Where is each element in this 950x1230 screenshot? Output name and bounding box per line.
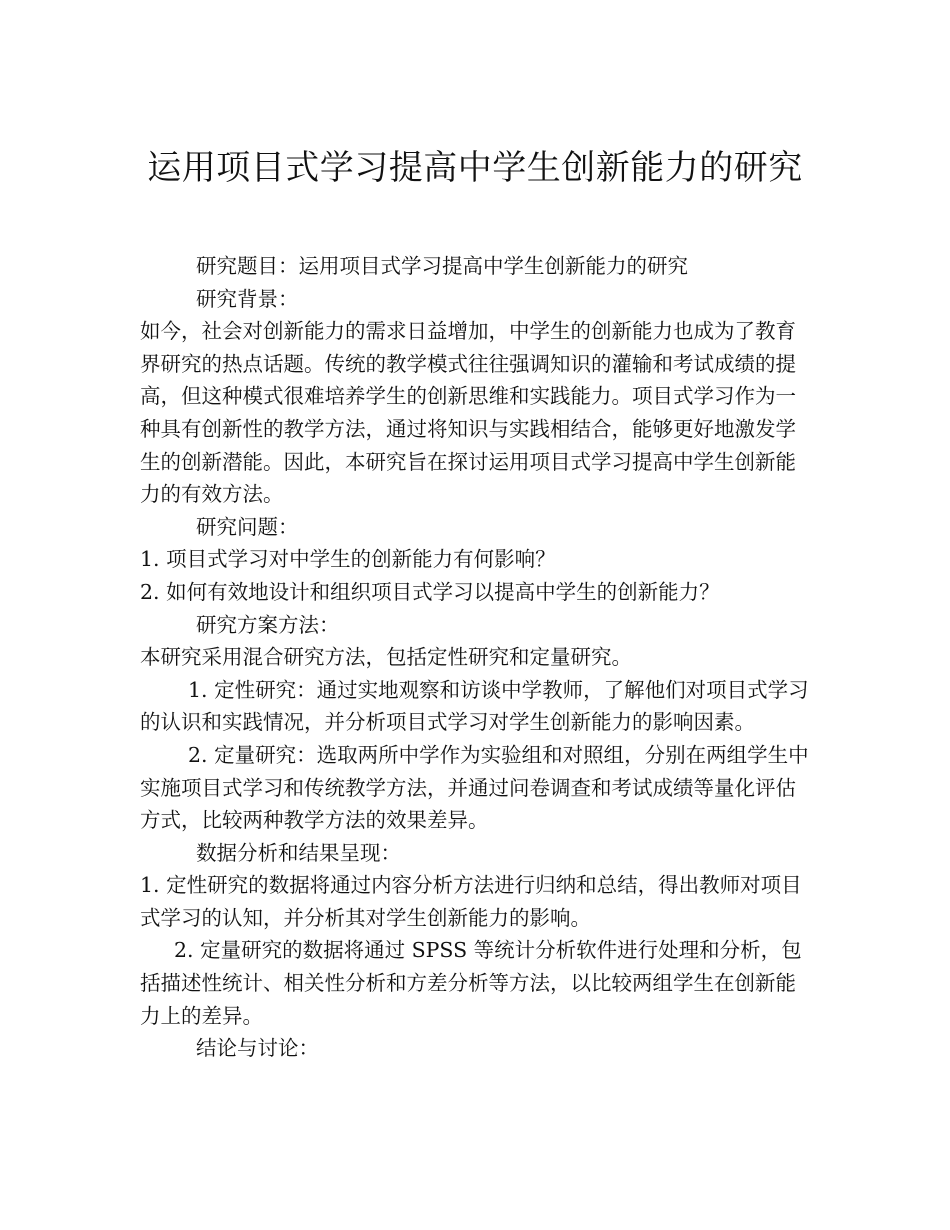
analysis-2-paragraph: 2. 定量研究的数据将通过 SPSS 等统计分析软件进行处理和分析，包括描述性统计、相关性分析和方差分析等方法，以比较两组学生在创新能力上的差异。 — [140, 938, 802, 1028]
background-heading: 研究背景： — [196, 286, 299, 311]
question-1: 1. 项目式学习对中学生的创新能力有何影响？ — [140, 547, 556, 572]
topic-line: 研究题目：运用项目式学习提高中学生创新能力的研究 — [196, 254, 688, 278]
questions-heading: 研究问题： — [196, 514, 299, 539]
analysis-heading: 数据分析和结果呈现： — [196, 840, 401, 865]
question-2: 2. 如何有效地设计和组织项目式学习以提高中学生的创新能力？ — [140, 579, 720, 604]
methods-intro: 本研究采用混合研究方法，包括定性研究和定量研究。 — [140, 645, 632, 670]
method-1-paragraph: 1. 定性研究：通过实地观察和访谈中学教师，了解他们对项目式学习的认识和实践情况，并分析项目式学习对学生创新能力的影响因素。 — [140, 677, 809, 735]
conclusion-heading: 结论与讨论： — [196, 1036, 319, 1061]
methods-heading: 研究方案方法： — [196, 612, 340, 637]
analysis-1-paragraph: 1. 定性研究的数据将通过内容分析方法进行归纳和总结，得出教师对项目式学习的认知，并分析其对学生创新能力的影响。 — [140, 873, 802, 930]
document-body — [140, 250, 812, 1065]
method-2-paragraph: 2. 定量研究：选取两所中学作为实验组和对照组，分别在两组学生中实施项目式学习和传统教学方法，并通过问卷调查和考试成绩等量化评估方式，比较两种教学方法的效果差异。 — [140, 742, 809, 833]
background-paragraph: 如今，社会对创新能力的需求日益增加，中学生的创新能力也成为了教育界研究的热点话题。传统的教学模式往往强调知识的灌输和考试成绩的提高，但这种模式很难培养学生的创新思维和实践能力。项目式学习作为一种具有创新性的教学方法，通过将知识与实践相结合，能够更好地激发学生的创新潜能。因此，本研究旨在探讨运用项目式学习提高中学生创新能力的有效方法。 — [140, 319, 796, 507]
document-title: 运用项目式学习提高中学生创新能力的研究 — [147, 148, 803, 188]
